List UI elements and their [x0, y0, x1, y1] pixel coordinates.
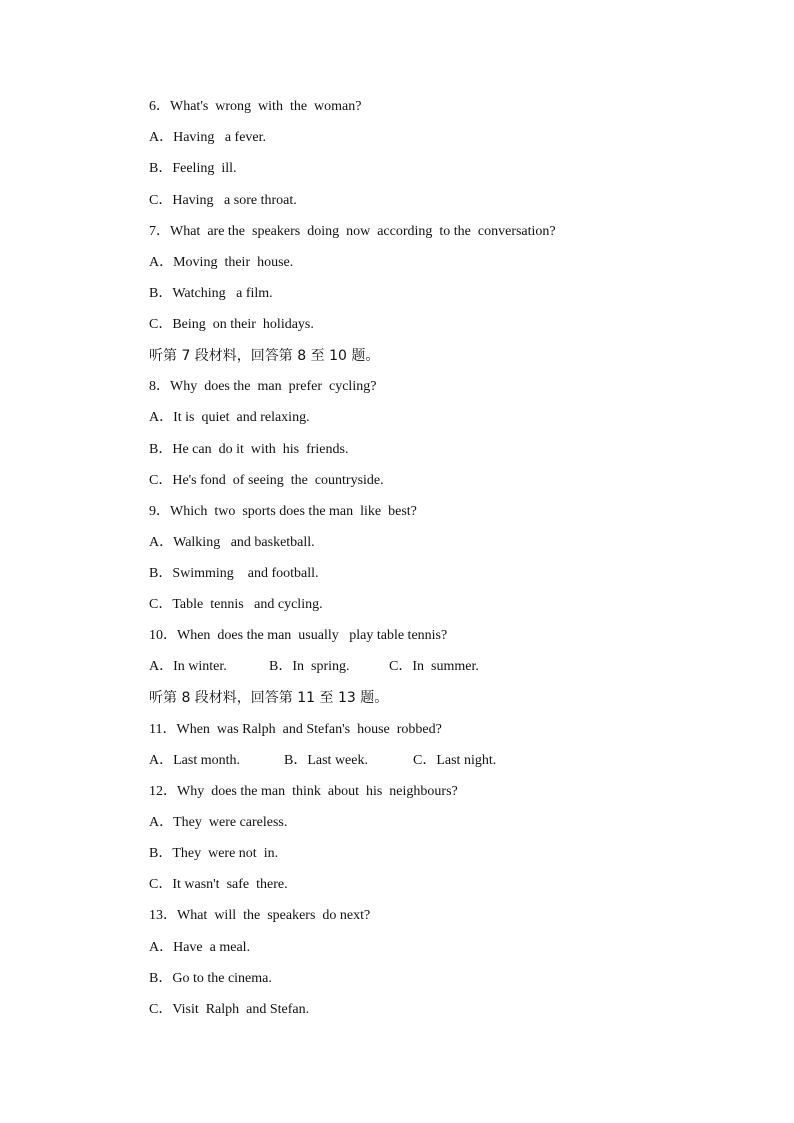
question-9: 9．Which two sports does the man like best? [149, 504, 417, 519]
section-heading-8: 听第 8 段材料，回答第 11 至 13 题。 [149, 690, 389, 706]
option-8a: A．It is quiet and relaxing. [149, 410, 310, 425]
option-13c: C．Visit Ralph and Stefan. [149, 1002, 310, 1017]
option-8b: B．He can do it with his friends. [149, 442, 349, 457]
option-11a: A．Last month. [149, 753, 240, 768]
option-8c: C．He's fond of seeing the countryside. [149, 473, 384, 488]
options-row-10 [149, 657, 649, 677]
option-10a: A．In winter. [149, 659, 227, 674]
option-12c: C．It wasn't safe there. [149, 877, 288, 892]
option-11b: B．Last week. [284, 753, 368, 768]
option-12b: B．They were not in. [149, 846, 279, 861]
option-7a: A．Moving their house. [149, 255, 294, 270]
option-7b: B．Watching a film. [149, 286, 273, 301]
option-9b: B．Swimming and football. [149, 566, 319, 581]
question-7: 7．What are the speakers doing now according to the conversation? [149, 224, 556, 239]
option-13a: A．Have a meal. [149, 940, 251, 955]
options-row-11 [149, 751, 649, 771]
option-10c: C．In summer. [389, 659, 479, 674]
option-9a: A．Walking and basketball. [149, 535, 315, 550]
option-12a: A．They were careless. [149, 815, 288, 830]
question-12: 12．Why does the man think about his neighbours? [149, 784, 458, 799]
option-7c: C．Being on their holidays. [149, 317, 314, 332]
question-13: 13．What will the speakers do next? [149, 908, 371, 923]
option-9c: C．Table tennis and cycling. [149, 597, 323, 612]
option-6a: A．Having a fever. [149, 130, 267, 145]
option-11c: C．Last night. [413, 753, 497, 768]
section-heading-7: 听第 7 段材料，回答第 8 至 10 题。 [149, 348, 380, 364]
option-6c: C．Having a sore throat. [149, 193, 297, 208]
option-13b: B．Go to the cinema. [149, 971, 272, 986]
question-11: 11．When was Ralph and Stefan's house robbed? [149, 722, 442, 737]
question-10: 10．When does the man usually play table tennis? [149, 628, 448, 643]
question-6: 6．What's wrong with the woman? [149, 99, 362, 114]
option-6b: B．Feeling ill. [149, 161, 237, 176]
question-8: 8．Why does the man prefer cycling? [149, 379, 377, 394]
option-10b: B．In spring. [269, 659, 350, 674]
